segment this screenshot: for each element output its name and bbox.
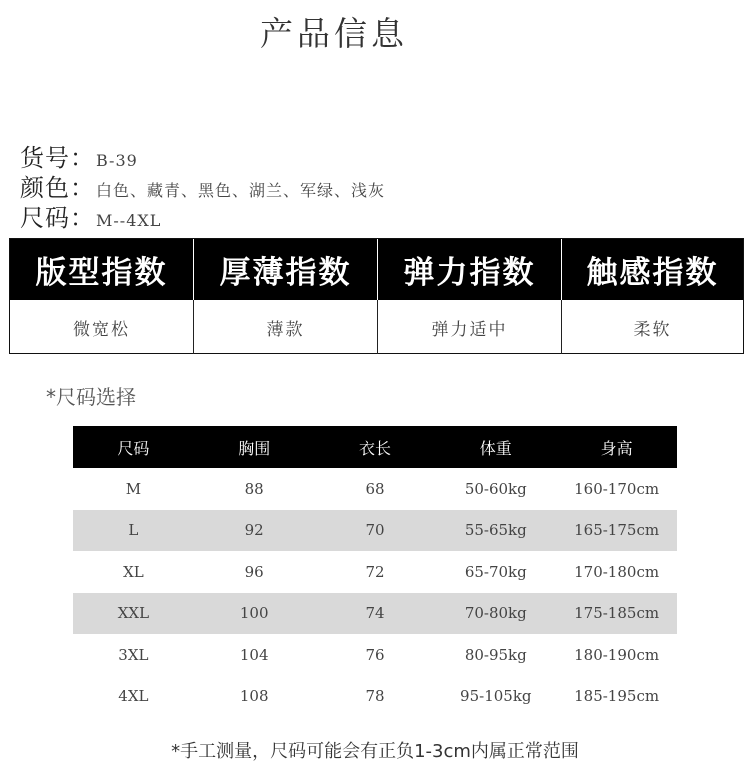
cell-size: 3XL xyxy=(118,645,149,664)
header-length: 衣长 xyxy=(315,426,436,468)
table-row xyxy=(73,468,677,510)
measurement-note: *手工测量，尺码可能会有正负1-3cm内属正常范围 xyxy=(171,741,579,762)
cell-height: 185-195cm xyxy=(574,687,660,706)
table-row xyxy=(73,551,677,593)
elasticity-index-header: 弹力指数 xyxy=(377,239,561,300)
elasticity-index-value: 弹力适中 xyxy=(377,300,561,354)
cell-chest: 92 xyxy=(194,510,315,552)
header-height: 身高 xyxy=(556,426,677,468)
color-label: 颜色： xyxy=(20,174,95,202)
cell-chest: 104 xyxy=(239,645,269,664)
cell-size: L xyxy=(73,510,194,552)
header-size: 尺码 xyxy=(73,426,194,468)
cell-chest: 108 xyxy=(239,687,269,706)
header-weight: 体重 xyxy=(435,426,556,468)
cell-weight: 65-70kg xyxy=(464,562,527,581)
item-number-label: 货号： xyxy=(20,144,95,172)
cell-height: 175-185cm xyxy=(556,593,677,635)
table-row xyxy=(73,593,677,635)
cell-height: 165-175cm xyxy=(556,510,677,552)
color-value: 白色、藏青、黑色、湖兰、军绿、浅灰 xyxy=(96,181,386,200)
size-row xyxy=(20,198,161,233)
cell-size: M xyxy=(125,479,142,498)
thickness-index-value: 薄款 xyxy=(193,300,377,354)
table-row xyxy=(73,510,677,552)
cell-length: 76 xyxy=(365,645,385,664)
size-value: M--4XL xyxy=(96,211,162,230)
size-label: 尺码： xyxy=(20,204,95,232)
cell-weight: 95-105kg xyxy=(460,687,532,706)
header-chest: 胸围 xyxy=(194,426,315,468)
cell-height: 160-170cm xyxy=(574,479,660,498)
cell-size: XXL xyxy=(73,593,194,635)
fit-index-value: 微宽松 xyxy=(73,319,130,340)
size-chart-heading: *尺码选择 xyxy=(46,385,136,409)
cell-weight: 80-95kg xyxy=(464,645,527,664)
cell-chest: 96 xyxy=(244,562,264,581)
cell-length: 74 xyxy=(315,593,436,635)
page-title: 产品信息 xyxy=(260,14,408,53)
cell-length: 72 xyxy=(365,562,385,581)
feel-index-header: 触感指数 xyxy=(561,239,743,300)
feel-index-value: 柔软 xyxy=(561,300,743,354)
item-number-value: B-39 xyxy=(96,151,138,170)
cell-chest: 88 xyxy=(244,479,264,498)
cell-chest: 100 xyxy=(194,593,315,635)
table-row xyxy=(73,634,677,676)
cell-weight: 70-80kg xyxy=(435,593,556,635)
size-chart-table xyxy=(73,426,677,717)
cell-size: 4XL xyxy=(118,687,149,706)
table-row xyxy=(73,676,677,718)
cell-length: 70 xyxy=(315,510,436,552)
thickness-index-header: 厚薄指数 xyxy=(193,239,377,300)
index-table xyxy=(9,238,744,354)
cell-height: 180-190cm xyxy=(574,645,660,664)
cell-height: 170-180cm xyxy=(574,562,660,581)
cell-length: 68 xyxy=(365,479,385,498)
cell-weight: 55-65kg xyxy=(435,510,556,552)
cell-size: XL xyxy=(123,562,144,581)
fit-index-header: 版型指数 xyxy=(10,239,193,300)
cell-weight: 50-60kg xyxy=(464,479,527,498)
size-chart-header-row xyxy=(73,426,677,468)
cell-length: 78 xyxy=(365,687,385,706)
